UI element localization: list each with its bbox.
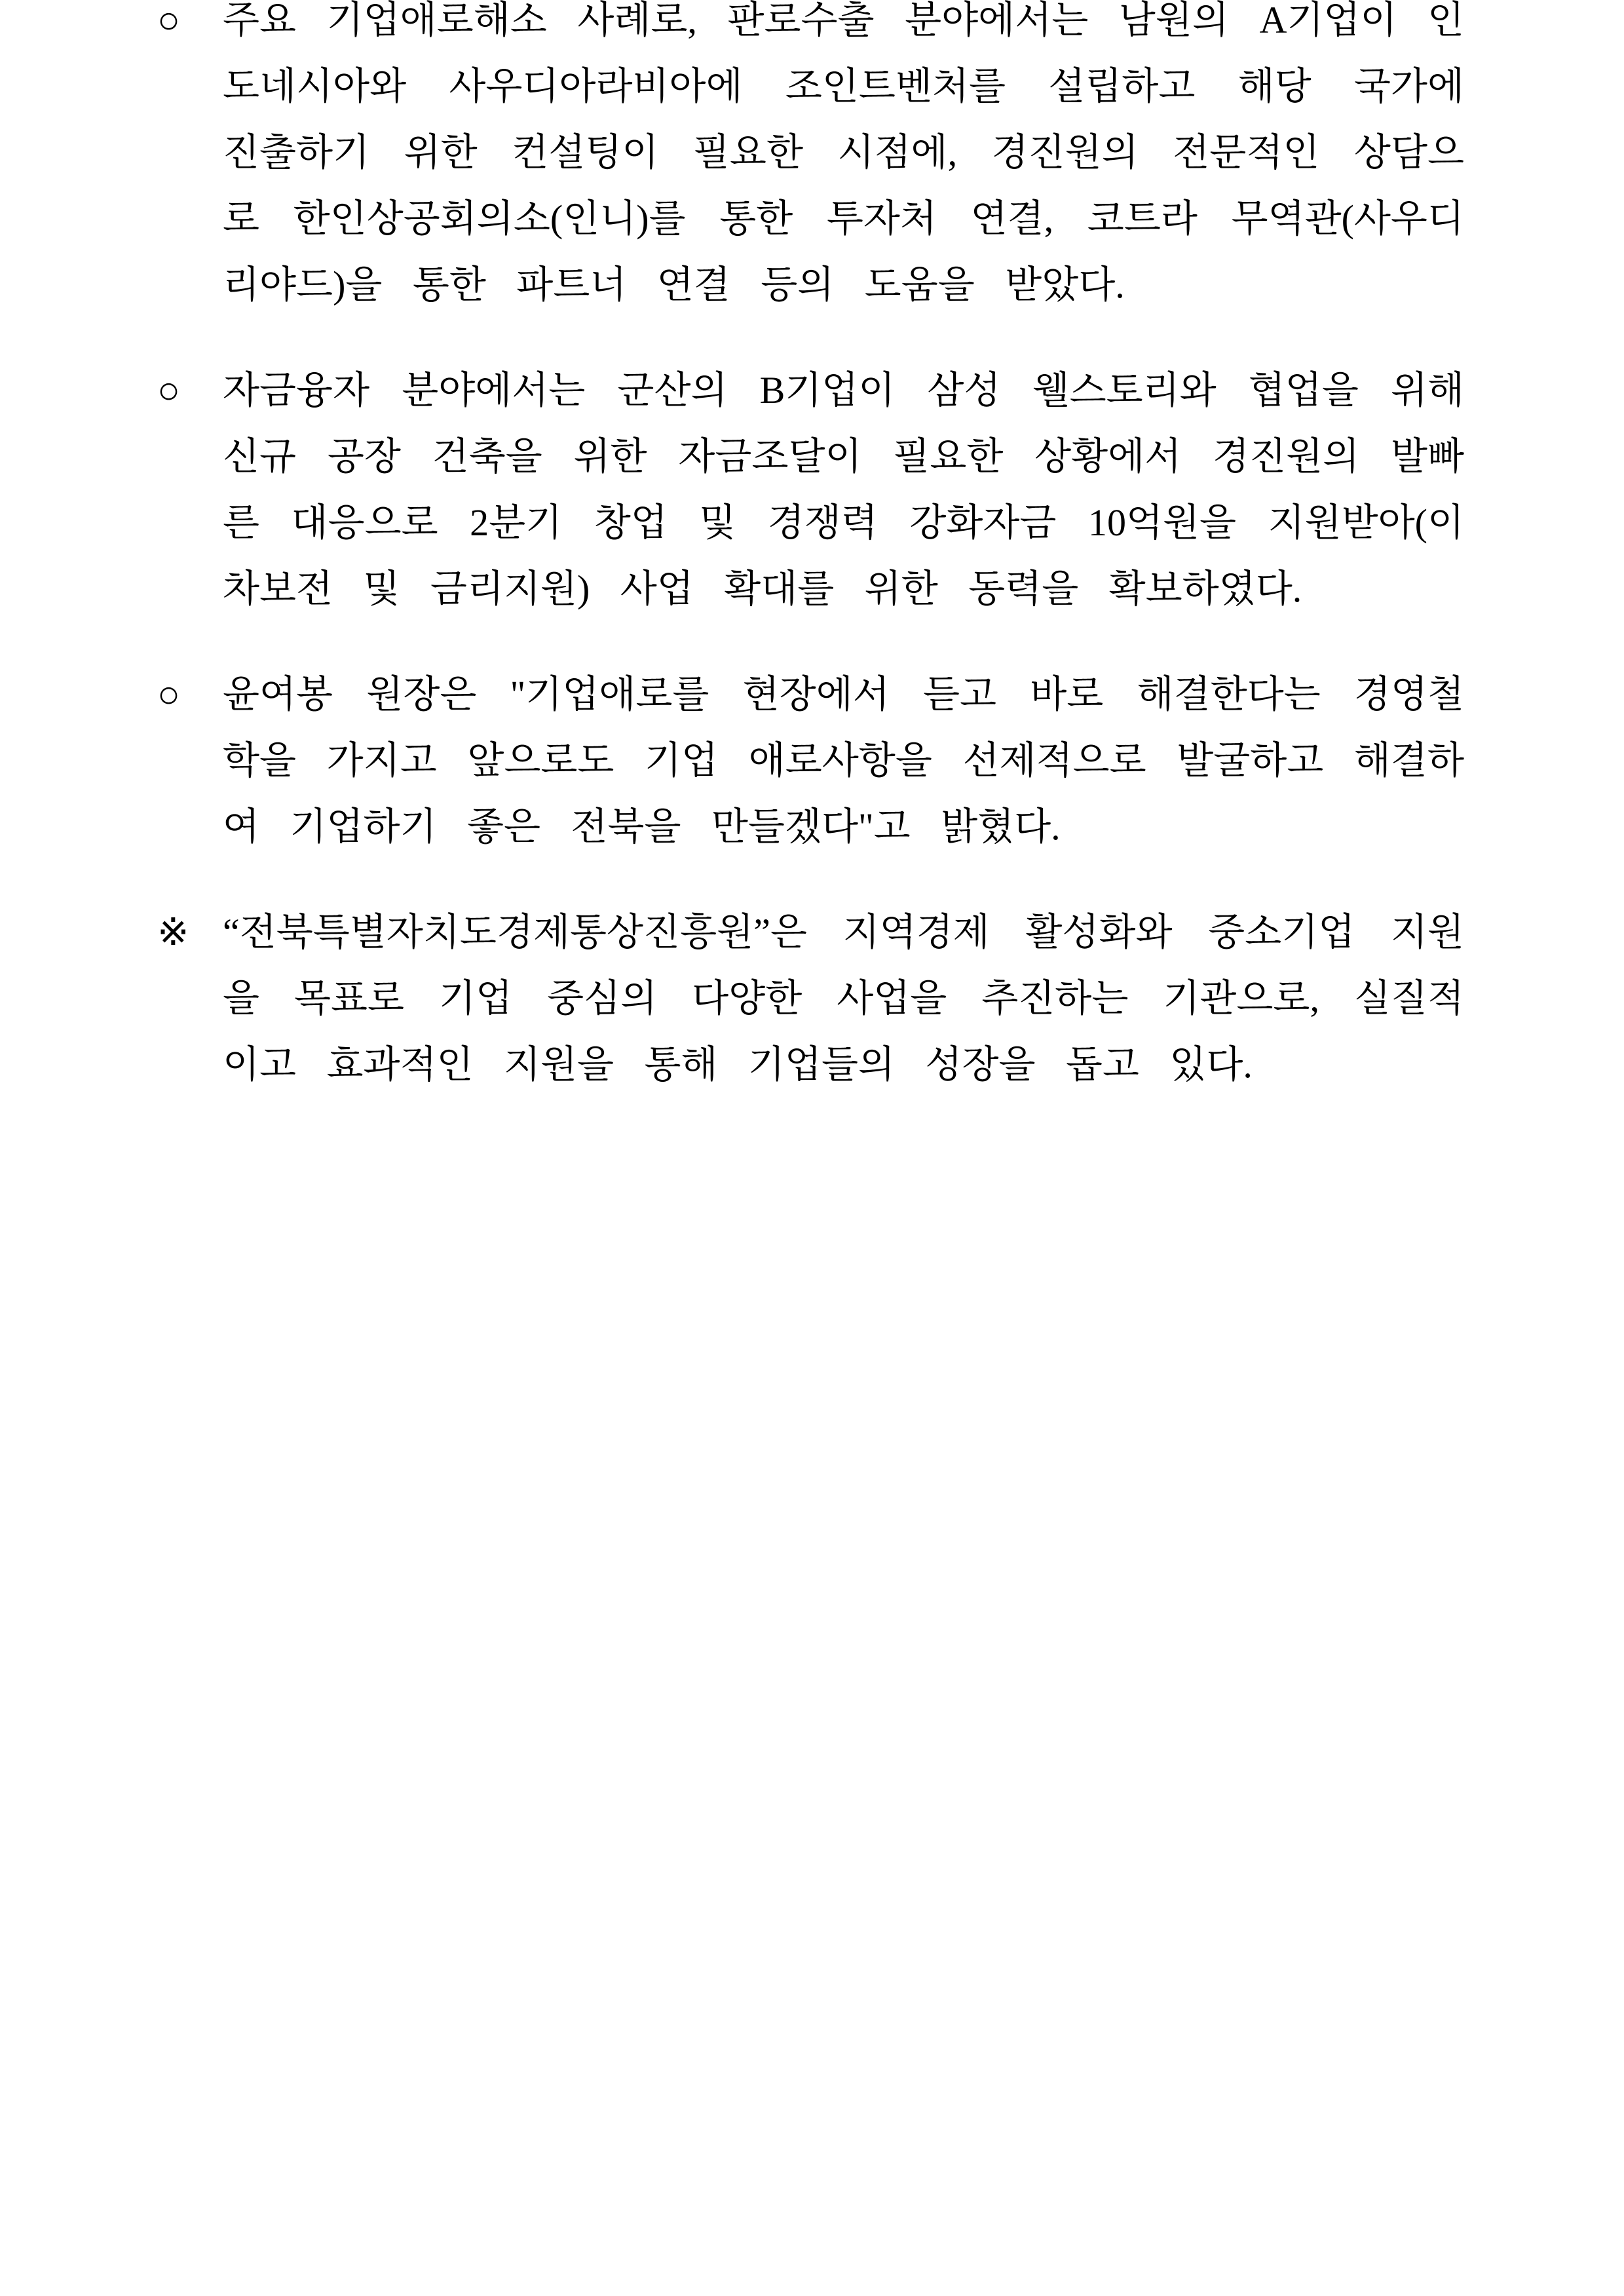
reference-note-paragraph	[157, 899, 1464, 1098]
paragraph-text: 자금융자 분야에서는 군산의 B기업이 삼성 웰스토리와 협업을 위해 신규 공장 건축을 위한 자금조달이 필요한 상황에서 경진원의 발빠른 대응으로 2분기 창업 및 경쟁력 강화자금 10억원을 지원받아(이차보전 및 금리지원) 사업 확대를 위한 동력을 확보하였다.	[223, 369, 1464, 610]
circle-bullet-icon: ○	[157, 673, 181, 716]
bullet-paragraph-financing-case	[157, 357, 1464, 622]
press-release-body	[157, 0, 1464, 1137]
circle-bullet-icon: ○	[157, 369, 181, 411]
bullet-paragraph-sales-export-case	[157, 0, 1464, 318]
paragraph-text: 윤여봉 원장은 "기업애로를 현장에서 듣고 바로 해결한다는 경영철학을 가지고 앞으로도 기업 애로사항을 선제적으로 발굴하고 해결하여 기업하기 좋은 전북을 만들겠다"고 밝혔다.	[223, 673, 1464, 848]
circle-bullet-icon: ○	[157, 0, 181, 41]
paragraph-text: “전북특별자치도경제통상진흥원”은 지역경제 활성화와 중소기업 지원을 목표로 기업 중심의 다양한 사업을 추진하는 기관으로, 실질적이고 효과적인 지원을 통해 기업들의 성장을 돕고 있다.	[223, 911, 1464, 1086]
bullet-paragraph-director-quote	[157, 661, 1464, 860]
paragraph-text: 주요 기업애로해소 사례로, 판로수출 분야에서는 남원의 A기업이 인도네시아와 사우디아라비아에 조인트벤처를 설립하고 해당 국가에 진출하기 위한 컨설팅이 필요한 시점에, 경진원의 전문적인 상담으로 한인상공회의소(인니)를 통한 투자처 연결, 코트라 무역관(사우디 리야드)을 통한 파트너 연결 등의 도움을 받았다.	[223, 0, 1464, 306]
reference-mark-icon: ※	[157, 911, 189, 953]
